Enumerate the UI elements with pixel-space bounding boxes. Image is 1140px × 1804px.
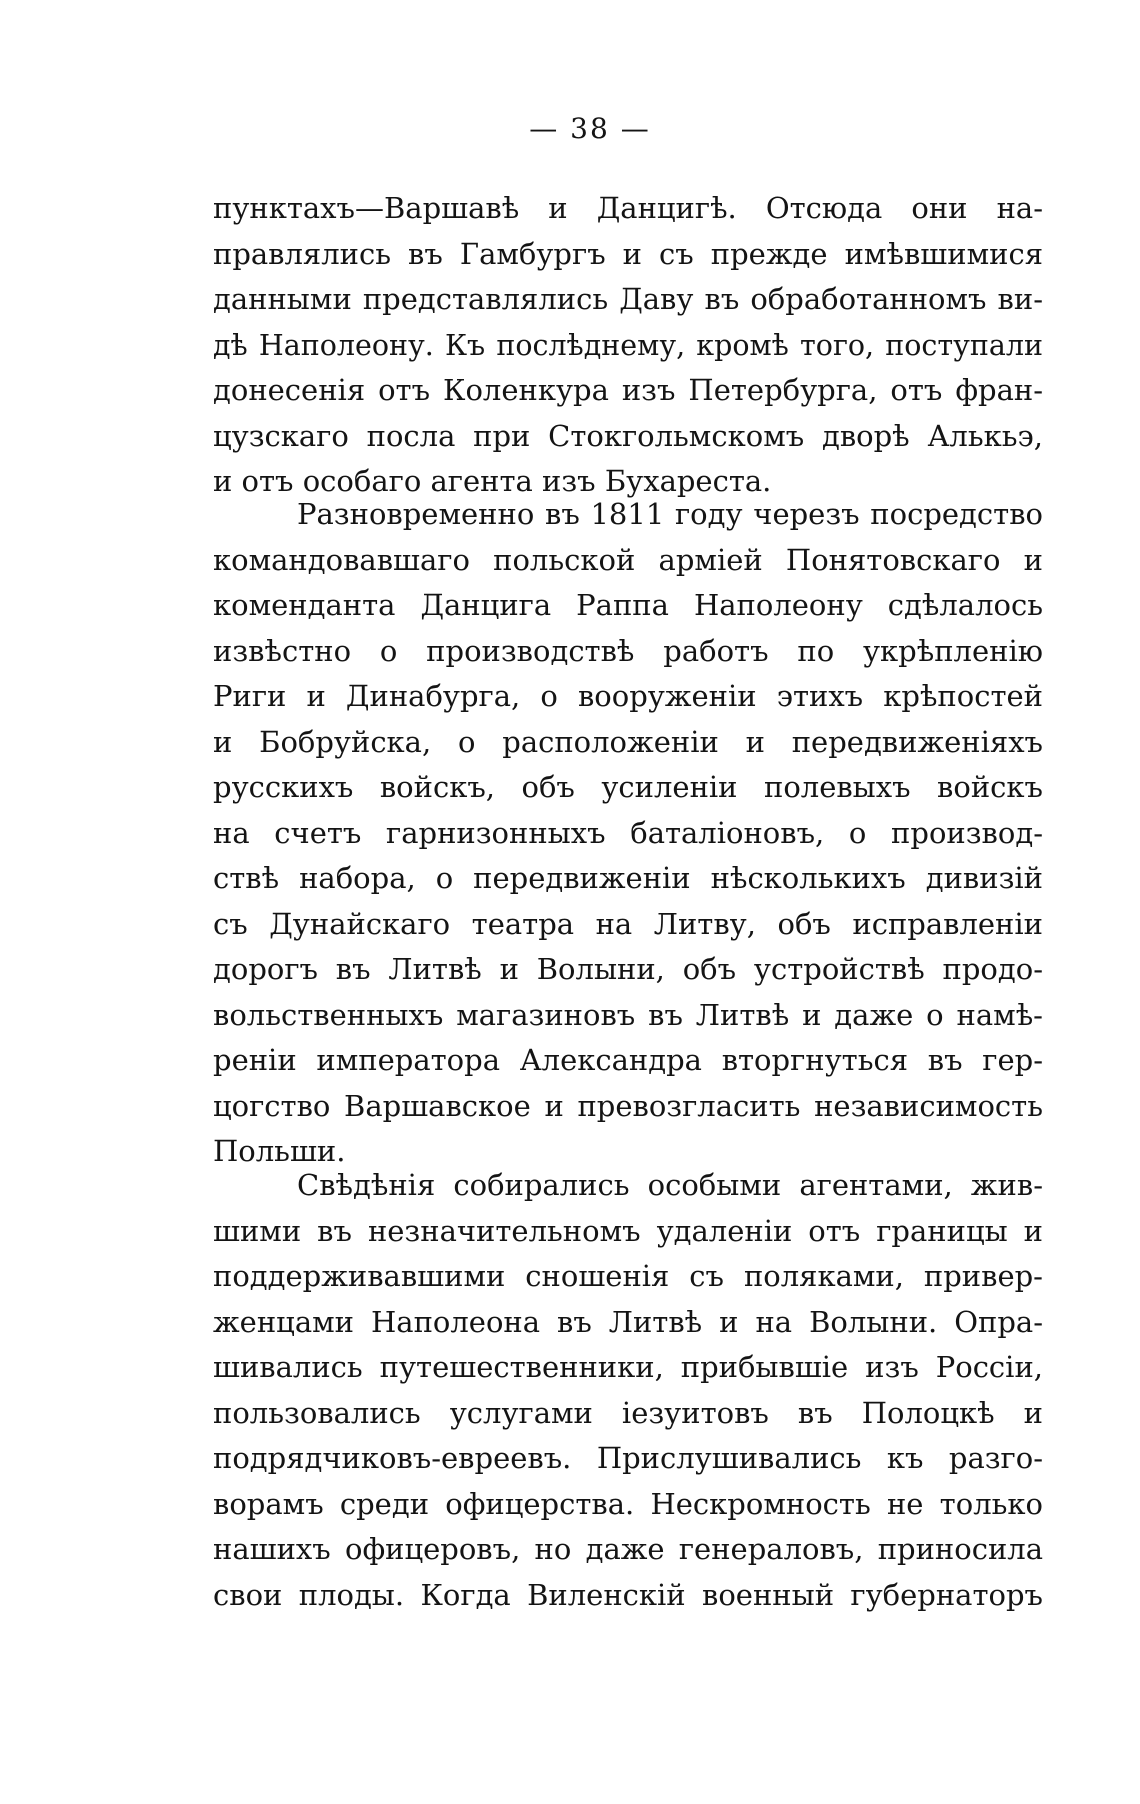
text-line: Свѣдѣнія собирались особыми агентами, жив- <box>297 1168 1043 1202</box>
text-line: вольственныхъ магазиновъ въ Литвѣ и даже о намѣ- <box>213 997 1043 1032</box>
text-line: данными представлялись Даву въ обработанномъ ви- <box>213 282 1043 316</box>
text-line: коменданта Данцига Раппа Наполеону сдѣлалось <box>213 588 1043 622</box>
text-line: поддерживавшими сношенія съ поляками, привер- <box>213 1259 1043 1293</box>
text-line: на счетъ гарнизонныхъ баталіоновъ, о производ- <box>213 815 1043 850</box>
text-line: русскихъ войскъ, объ усиленіи полевыхъ войскъ <box>213 770 1043 804</box>
text-line: нашихъ офицеровъ, но даже генераловъ, приносила <box>213 1532 1043 1566</box>
text-line: цузскаго посла при Стокгольмскомъ дворѣ Алькьэ, <box>213 418 1043 453</box>
text-line: пунктахъ—Варшавѣ и Данцигѣ. Отсюда они на- <box>213 191 1043 225</box>
text-line: женцами Наполеона въ Литвѣ и на Волыни. Опра- <box>213 1304 1043 1339</box>
text-line: шивались путешественники, прибывшіе изъ Россіи, <box>213 1350 1043 1384</box>
text-line: извѣстно о производствѣ работъ по укрѣпленію <box>213 633 1043 668</box>
page-number: — 38 — <box>529 112 651 145</box>
text-line: свои плоды. Когда Виленскій военный губернаторъ <box>213 1577 1043 1612</box>
paragraph-3 <box>213 1163 1043 1618</box>
paragraph-1 <box>213 186 1043 505</box>
text-line: донесенія отъ Коленкура изъ Петербурга, отъ фран- <box>213 373 1043 407</box>
text-line: Польши. <box>213 1134 346 1168</box>
text-line: цогство Варшавское и превозгласить независимость <box>213 1088 1043 1123</box>
text-line: шими въ незначительномъ удаленіи отъ границы и <box>213 1213 1043 1248</box>
text-line: ворамъ среди офицерства. Нескромность не только <box>213 1486 1043 1521</box>
text-line: съ Дунайскаго театра на Литву, объ исправленіи <box>213 906 1043 941</box>
text-line: реніи императора Александра вторгнуться въ гер- <box>213 1043 1043 1077</box>
text-line: и отъ особаго агента изъ Бухареста. <box>213 464 772 498</box>
text-line: Разновременно въ 1811 году черезъ посредство <box>297 497 1043 531</box>
text-line: правлялись въ Гамбургъ и съ прежде имѣвшимися <box>213 236 1043 271</box>
text-line: дѣ Наполеону. Къ послѣднему, кромѣ того, поступали <box>213 328 1043 362</box>
text-line: ствѣ набора, о передвиженіи нѣсколькихъ дивизій <box>213 861 1043 895</box>
text-line: дорогъ въ Литвѣ и Волыни, объ устройствѣ продо- <box>213 952 1043 986</box>
text-line: командовавшаго польской арміей Понятовскаго и <box>213 542 1043 577</box>
paragraph-2 <box>213 492 1043 1175</box>
text-line: Риги и Динабурга, о вооруженіи этихъ крѣпостей <box>213 679 1043 713</box>
text-line: подрядчиковъ-евреевъ. Прислушивались къ разго- <box>213 1441 1043 1475</box>
text-line: и Бобруйска, о расположеніи и передвиженіяхъ <box>213 724 1043 759</box>
text-line: пользовались услугами іезуитовъ въ Полоцкѣ и <box>213 1395 1043 1430</box>
